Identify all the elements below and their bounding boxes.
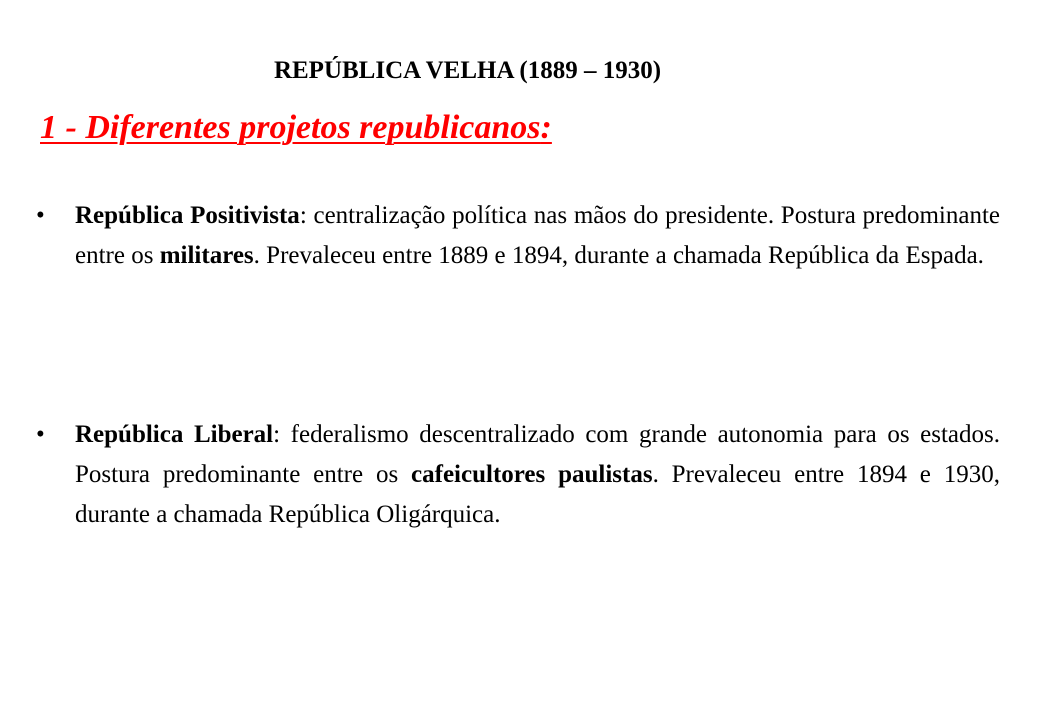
section-heading bbox=[40, 108, 552, 148]
bullet-icon: • bbox=[36, 421, 45, 448]
section-heading-colon: : bbox=[540, 109, 552, 146]
bullet-term: República Positivista bbox=[75, 202, 300, 229]
bullet-body-start: : federalismo descentralizado com grande autonomia para os estados. Postura predominante entre os bbox=[75, 421, 1001, 488]
bullet-item-republica-positivista bbox=[36, 196, 1000, 276]
bullet-body-start: : centralização política nas mãos do presidente. Postura predominante entre os bbox=[75, 202, 1000, 269]
bullet-item-republica-liberal bbox=[36, 415, 1000, 535]
bullet-emphasis: militares bbox=[159, 242, 254, 269]
bullet-body-end: . Prevaleceu entre 1894 e 1930, durante a chamada República Oligárquica. bbox=[75, 461, 1000, 528]
bullet-term: República Liberal bbox=[75, 421, 274, 448]
bullet-emphasis: cafeicultores paulistas bbox=[411, 461, 653, 488]
bullet-body-end: . Prevaleceu entre 1889 e 1894, durante a chamada República da Espada. bbox=[253, 242, 984, 269]
slide-title: REPÚBLICA VELHA (1889 – 1930) bbox=[273, 57, 662, 84]
bullet-text bbox=[75, 415, 1000, 535]
section-heading-text: 1 - Diferentes projetos republicanos bbox=[40, 109, 541, 146]
bullet-icon: • bbox=[36, 202, 45, 229]
bullet-text bbox=[75, 196, 1000, 276]
